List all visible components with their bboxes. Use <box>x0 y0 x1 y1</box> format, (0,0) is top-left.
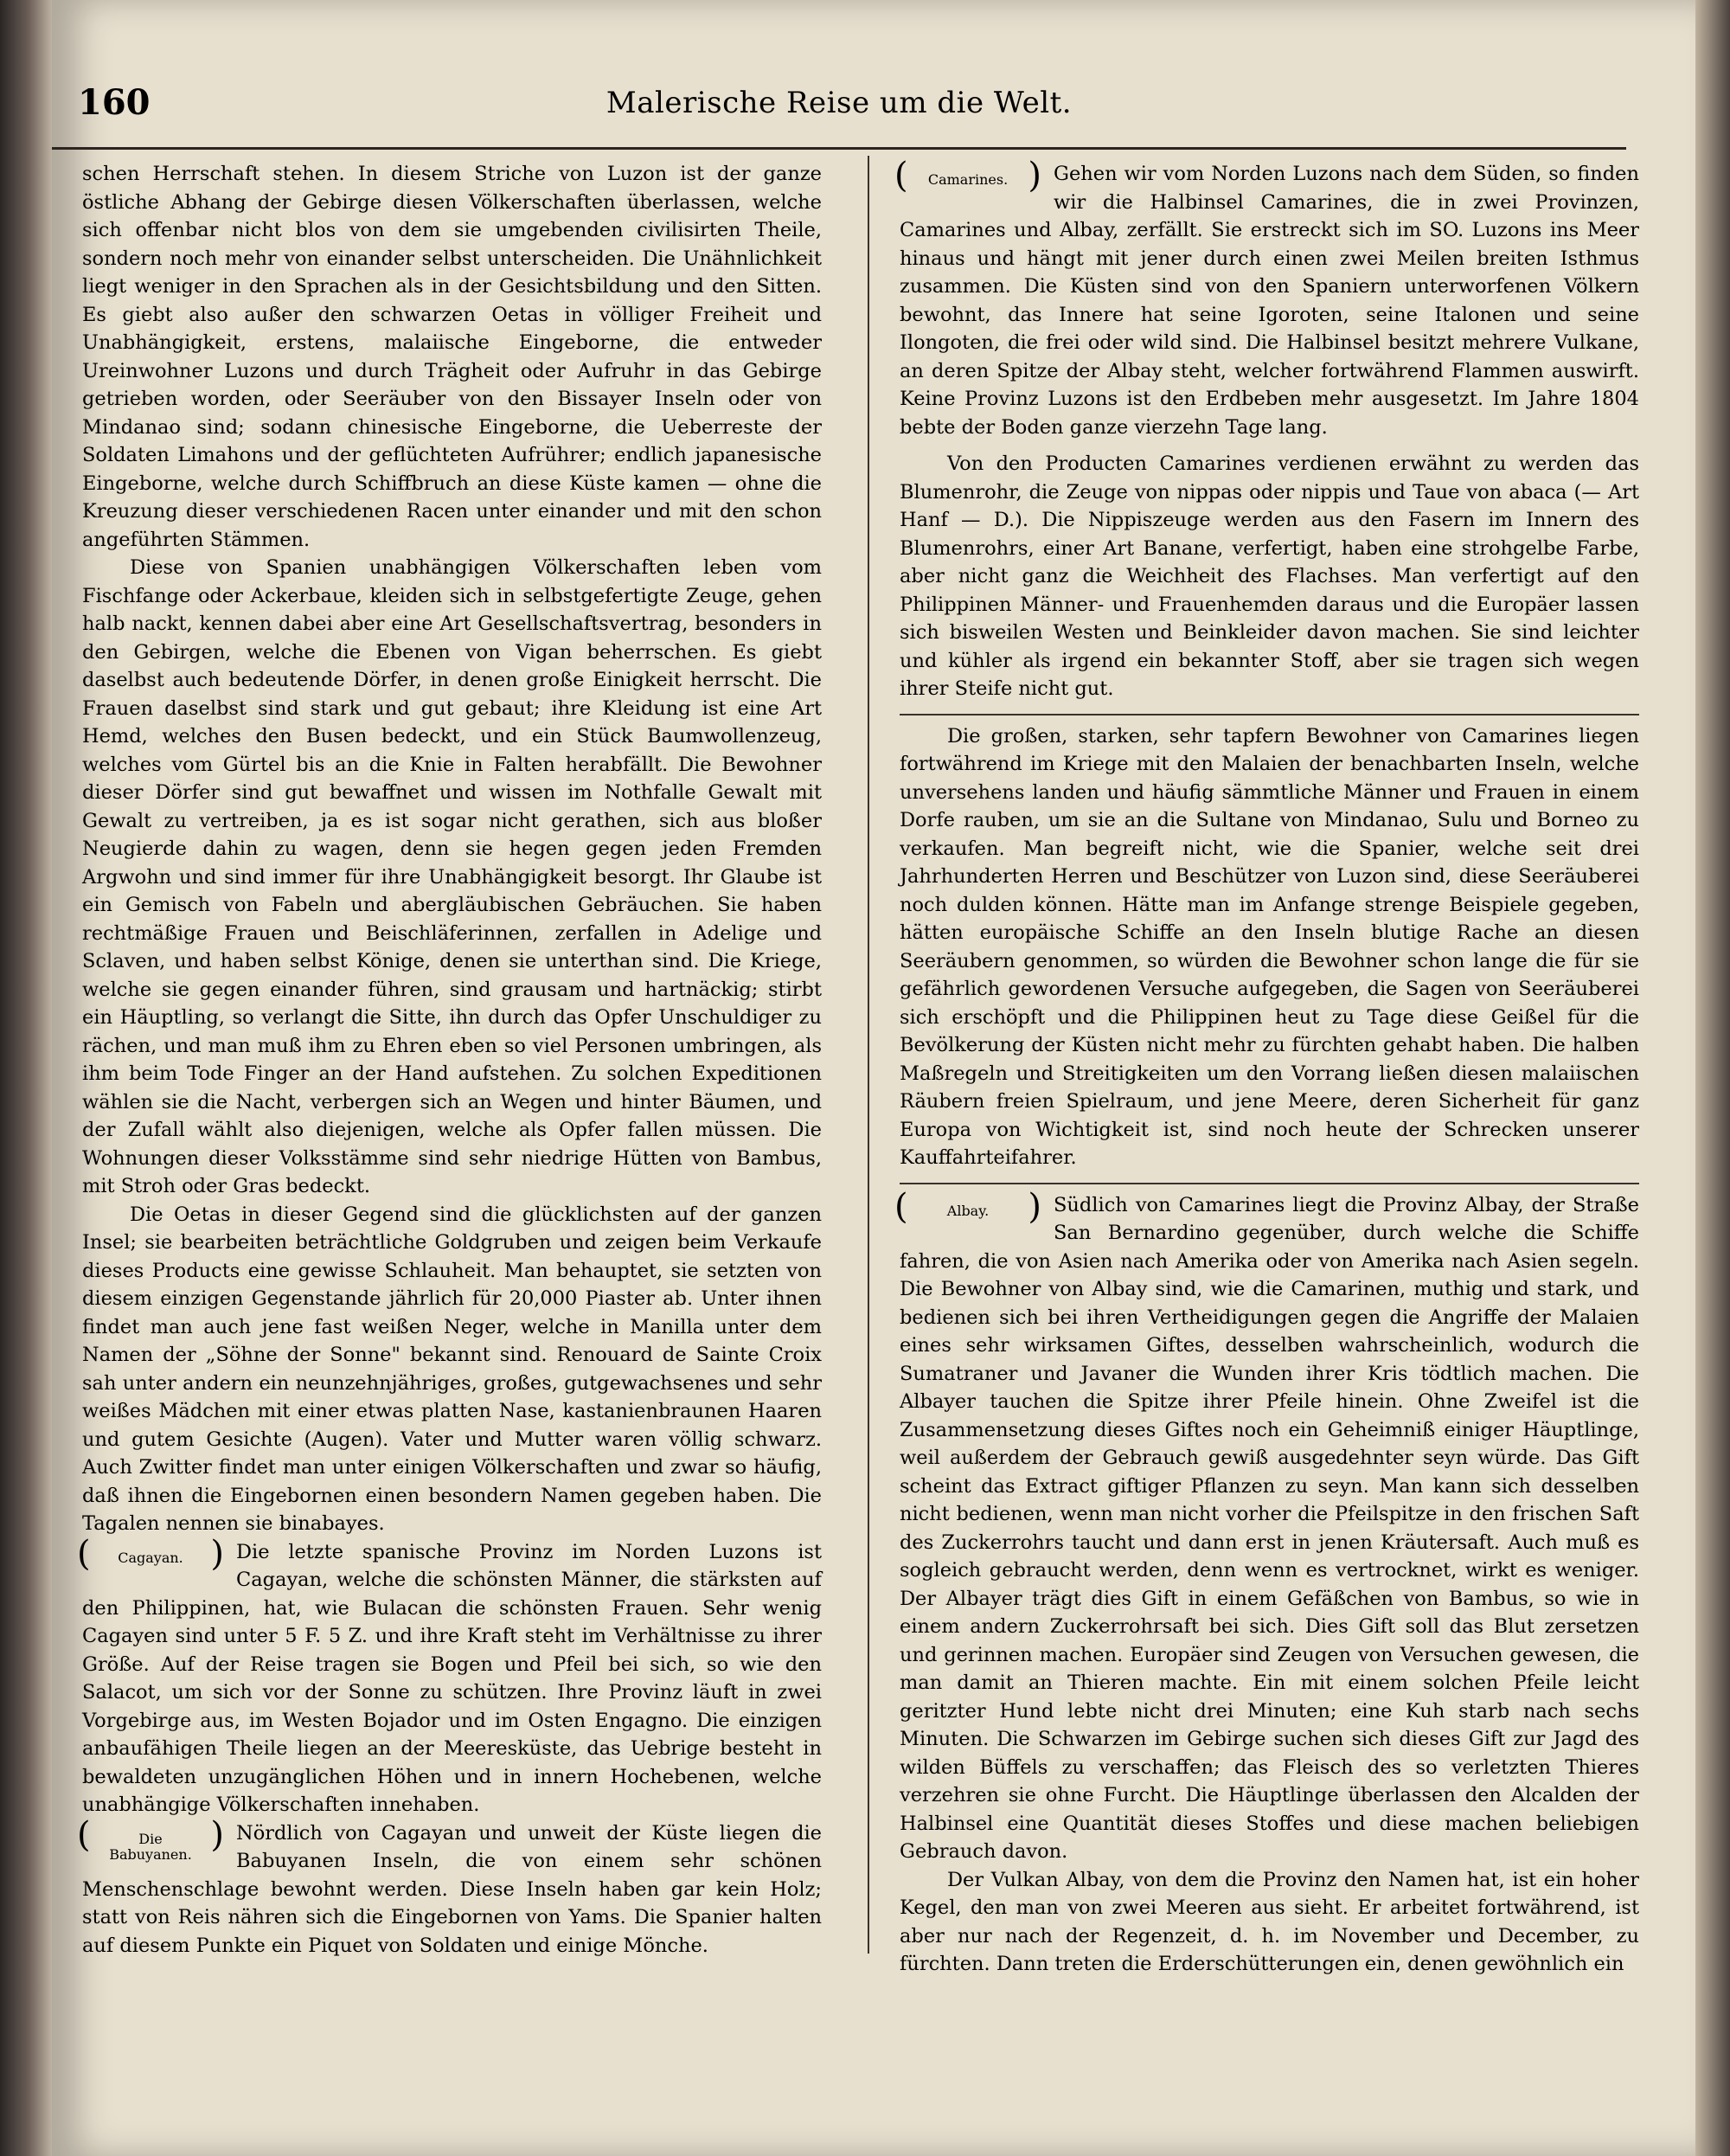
running-header <box>52 82 1626 143</box>
paragraph-albay: ( Albay. ) Südlich von Camarines liegt die Provinz Albay, der Straße San Bernardino gegenüber, durch welche die Schiffe fahren, die von Asien nach Amerika oder von Amerika nach Asien segeln. Die Bewohner von Albay sind, wie die Camarinen, muthig und stark, und bedienen sich bei ihren Vertheidigungen gegen die Angriffe der Malaien eines sehr wirksamen Giftes, desselben wahrscheinlich, wodurch die Sumatraner und Javaner die Wunden ihrer Kris tödtlich machen. Die Albayer tauchen die Spitze ihrer Pfeile hinein. Ohne Zweifel ist die Zusammensetzung dieses Giftes noch ein Geheimniß einiger Häuptlinge, weil außerdem der Gebrauch gewiß ausgedehnter seyn würde. Das Gift scheint das Extract giftiger Pflanzen zu seyn. Man kann sich desselben nicht bedienen, wenn man nicht vorher die Pfeilspitze in den frischen Saft des Zuckerrohrs taucht und dann erst in jenen Kräutersaft. Auch muß es sogleich gebraucht werden, denn wenn es vertrocknet, wirkt es weniger. Der Albayer trägt dies Gift in einem Gefäßchen von Bambus, so wie in einem andern Zuckerrohrsaft bei sich. Dies Gift soll das Blut zersetzen und gerinnen machen. Europäer sind Zeugen von Versuchen gewesen, die man damit an Thieren machte. Ein mit einem solchen Pfeile leicht geritzter Hund lebte nicht drei Minuten; eine Kuh starb nach sechs Minuten. Die Schwarzen im Gebirge suchen sich dieses Gift zur Jagd des wilden Büffels zu verschaffen; das Fleisch des so verletzten Thieres verzehren sie ohne Furcht. Die Häuptlinge überlassen den Alcalden der Halbinsel eine Quantität dieses Stoffes und diese machen beliebigen Gebrauch davon. <box>900 1191 1639 1866</box>
page-number: 160 <box>78 82 151 123</box>
paragraph: Diese von Spanien unabhängigen Völkerschaften leben vom Fischfange oder Ackerbaue, kleiden sich in selbstgefertigte Zeuge, gehen halb nackt, kennen dabei aber eine Art Gesellschaftsvertrag, besonders in den Gebirgen, welche die Ebenen von Vigan beherrschen. Es giebt daselbst auch bedeutende Dörfer, in denen große Einigkeit herrscht. Die Frauen daselbst sind stark und gut gebaut; ihre Kleidung ist eine Art Hemd, welches den Busen bedeckt, und ein Stück Baumwollenzeug, welches vom Gürtel bis an die Knie in Falten herabfällt. Die Bewohner dieser Dörfer sind gut bewaffnet und wissen im Nothfalle Gewalt mit Gewalt zu vertreiben, ja es ist sogar nicht gerathen, sich aus bloßer Neugierde dahin zu wagen, denn sie hegen gegen jeden Fremden Argwohn und sind immer für ihre Unabhängigkeit besorgt. Ihr Glaube ist ein Gemisch von Fabeln und abergläubischen Gebräuchen. Sie haben rechtmäßige Frauen und Beischläferinnen, zerfallen in Adelige und Sclaven, und haben selbst Könige, denen sie unterthan sind. Die Kriege, welche sie gegen einander führen, sind grausam und hartnäckig; stirbt ein Häuptling, so verlangt die Sitte, ihn durch das Opfer Unschuldiger zu rächen, und man muß ihm zu Ehren eben so viel Personen umbringen, als ihm beim Tode Finger an der Hand aufstehen. Zu solchen Expeditionen wählen sie die Nacht, verbergen sich an Wegen und hinter Bäumen, und der Zufall wählt also diejenigen, welche als Opfer fallen müssen. Die Wohnungen dieser Volksstämme sind sehr niedrige Hütten von Bambus, mit Stroh oder Gras bedeckt. <box>82 556 822 1197</box>
paragraph-cagayan: ( Cagayan. ) Die letzte spanische Provinz im Norden Luzons ist Cagayan, welche die schönsten Männer, die stärksten auf den Philippinen, hat, wie Bulacan die schönsten Frauen. Sehr wenig Cagayen sind unter 5 F. 5 Z. und ihre Kraft steht im Verhältnisse zu ihrer Größe. Auf der Reise tragen sie Bogen und Pfeil bei sich, so wie den Salacot, um sich vor der Sonne zu schützen. Ihre Provinz läuft in zwei Vorgebirge aus, im Westen Bojador und im Osten Engagno. Die einzigen anbaufähigen Theile liegen an der Meeresküste, das Uebrige besteht in bewaldeten unzugänglichen Höhen und in innern Hochebenen, welche unabhängige Völkerschaften innehaben. <box>82 1538 822 1819</box>
section-rule <box>900 1183 1639 1184</box>
section-rule <box>900 714 1639 715</box>
running-title: Malerische Reise um die Welt. <box>606 86 1073 120</box>
paragraph: Der Vulkan Albay, von dem die Provinz den Namen hat, ist ein hoher Kegel, den man von zwei Meeren aus sieht. Er arbeitet fortwährend, ist aber nur nach der Regenzeit, d. h. im November und December, zu fürchten. Dann treten die Erderschütterungen ein, denen gewöhnlich ein <box>900 1868 1639 1975</box>
left-column <box>82 160 822 1960</box>
right-column <box>900 160 1639 1979</box>
page-edge <box>1695 0 1730 2156</box>
paragraph-camarines: ( Camarines. ) Gehen wir vom Norden Luzons nach dem Süden, so finden wir die Halbinsel Camarines, die in zwei Provinzen, Camarines und Albay, zerfällt. Sie erstreckt sich im SO. Luzons ins Meer hinaus und hängt mit jener durch einen zwei Meilen breiten Isthmus zusammen. Die Küsten sind von den Spaniern unterworfenen Völkern bewohnt, das Innere hat seine Igoroten, seine Italonen und seine Ilongoten, die frei oder wild sind. Die Halbinsel besitzt mehrere Vulkane, an deren Spitze der Albay steht, welcher fortwährend Flammen auswirft. Keine Provinz Luzons ist den Erdbeben mehr ausgesetzt. Im Jahre 1804 bebte der Boden ganze vierzehn Tage lang. <box>900 160 1639 441</box>
paragraph: schen Herrschaft stehen. In diesem Striche von Luzon ist der ganze östliche Abhang der Gebirge diesen Völkerschaften überlassen, welche sich offenbar nicht blos von dem sie umgebenden civilisirten Theile, sondern noch mehr von einander selbst unterscheiden. Die Unähnlichkeit liegt weniger in den Sprachen als in der Gesichtsbildung und den Sitten. Es giebt also außer den schwarzen Oetas in völliger Freiheit und Unabhängigkeit, erstens, malaiische Eingeborne, die entweder Ureinwohner Luzons und durch Trägheit oder Aufruhr in das Gebirge getrieben worden, oder Seeräuber von den Bissayer Inseln oder von Mindanao sind; sodann chinesische Eingeborne, die Ueberreste der Soldaten Limahons und der geflüchteten Aufrührer; endlich japanesische Eingeborne, welche durch Schiffbruch an diese Küste kamen — ohne die Kreuzung dieser verschiedenen Racen unter einander und mit den schon angeführten Stämmen. <box>82 163 822 551</box>
paragraph-babuyanen: ( Die Babuyanen. ) Nördlich von Cagayan und unweit der Küste liegen die Babuyanen Inseln, die von einem sehr schönen Menschenschlage bewohnt werden. Diese Inseln haben gar kein Holz; statt von Reis nähren sich die Eingebornen von Yams. Die Spanier halten auf diesem Punkte ein Piquet von Soldaten und einige Mönche. <box>82 1819 822 1960</box>
margin-note-cagayan: ( Cagayan. ) <box>77 1540 224 1576</box>
margin-note-babuyanen: ( Die Babuyanen. ) <box>77 1821 224 1873</box>
header-rule <box>52 147 1626 150</box>
book-binding <box>0 0 52 2156</box>
margin-note-camarines: ( Camarines. ) <box>894 162 1041 198</box>
column-divider <box>868 156 869 1954</box>
paragraph: Die großen, starken, sehr tapfern Bewohner von Camarines liegen fortwährend im Kriege mit den Malaien der benachbarten Inseln, welche unversehens landen und häufig sämmtliche Männer und Frauen in einem Dorfe rauben, um sie an die Sultane von Mindanao, Sulu und Borneo zu verkaufen. Man begreift nicht, wie die Spanier, welche seit drei Jahrhunderten Herren und Beschützer von Luzon sind, diese Seeräuberei noch dulden können. Hätte man im Anfange strenge Beispiele gegeben, hätten europäische Schiffe an den Inseln blutige Rache an diesen Seeräubern genommen, so würden die Bewohner schon lange die für sie gefährlich gewordenen Versuche aufgegeben, die Sagen von Seeräuberei sich erschöpft und die Philippinen heut zu Tage diese Geißel für die Bevölkerung der Küsten nicht mehr zu fürchten gehabt haben. Die halben Maßregeln und Streitigkeiten um den Vorrang ließen diesen malaiischen Räubern freien Spielraum, und jene Meere, deren Sicherheit für ganz Europa von Wichtigkeit ist, sind noch heute der Schrecken unserer Kauffahrteifahrer. <box>900 724 1639 1169</box>
margin-note-albay: ( Albay. ) <box>894 1193 1041 1229</box>
paragraph: Von den Producten Camarines verdienen erwähnt zu werden das Blumenrohr, die Zeuge von nippas oder nippis und Taue von abaca (— Art Hanf — D.). Die Nippiszeuge werden aus den Fasern im Innern des Blumenrohrs, einer Art Banane, verfertigt, haben eine strohgelbe Farbe, aber nicht ganz die Weichheit des Flachses. Man verfertigt auf den Philippinen Männer- und Frauenhemden daraus und die Europäer lassen sich bisweilen Westen und Beinkleider davon machen. Sie sind leichter und kühler als irgend ein bekannter Stoff, aber sie tragen sich wegen ihrer Steife nicht gut. <box>900 452 1639 700</box>
paragraph: Die Oetas in dieser Gegend sind die glücklichsten auf der ganzen Insel; sie bearbeiten beträchtliche Goldgruben und zeigen beim Verkaufe dieses Products eine gewisse Schlauheit. Man behauptet, sie setzten von diesem einzigen Gegenstande jährlich für 20,000 Piaster ab. Unter ihnen findet man auch jene fast weißen Neger, welche in Manilla unter dem Namen der „Söhne der Sonne" bekannt sind. Renouard de Sainte Croix sah unter andern ein neunzehnjähriges, großes, gutgewachsenes und sehr weißes Mädchen mit einer etwas platten Nase, kastanienbraunen Haaren und gutem Gesichte (Augen). Vater und Mutter waren völlig schwarz. Auch Zwitter findet man unter einigen Völkerschaften und zwar so häufig, daß ihnen die Eingebornen einen besondern Namen gegeben haben. Die Tagalen nennen sie binabayes. <box>82 1203 822 1535</box>
